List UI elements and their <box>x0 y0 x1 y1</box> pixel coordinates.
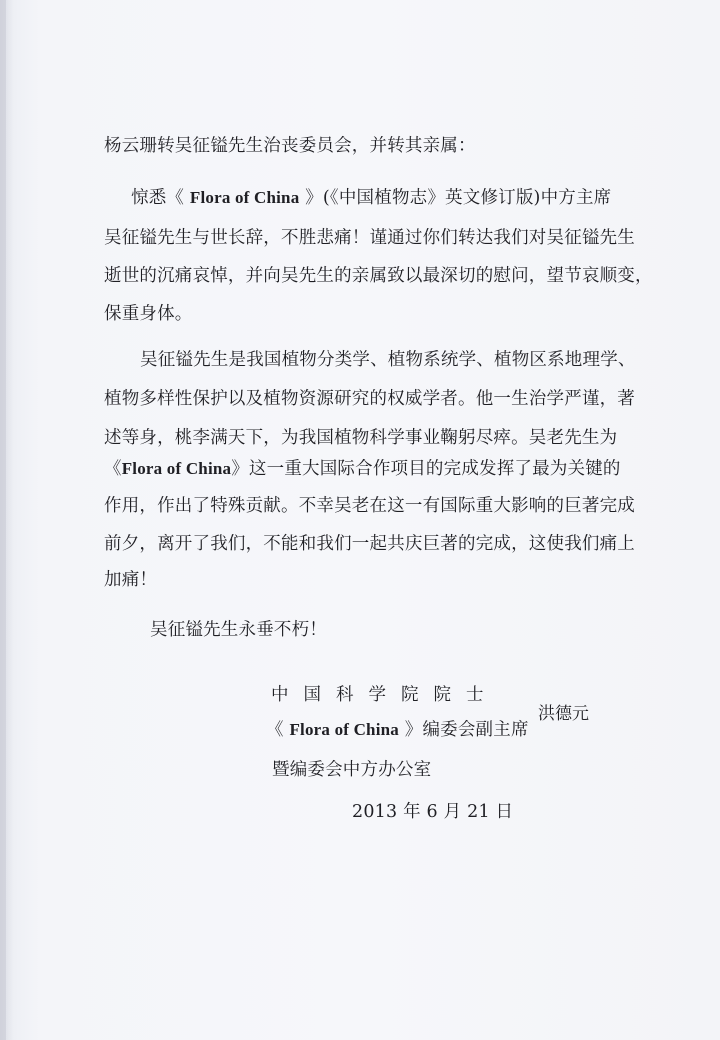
paragraph-2-line-3: 述等身，桃李满天下，为我国植物科学事业鞠躬尽瘁。吴老先生为 <box>104 428 618 448</box>
salutation: 杨云珊转吴征镒先生治丧委员会，并转其亲属： <box>104 136 476 156</box>
closing-tribute: 吴征镒先生永垂不朽！ <box>150 620 327 640</box>
paragraph-1-line-1-pre: 惊悉《 <box>131 188 190 208</box>
paragraph-2-line-4 <box>104 457 621 481</box>
paragraph-1-line-2: 吴征镒先生与世长辞，不胜悲痛！谨通过你们转达我们对吴征镒先生 <box>104 228 635 248</box>
paragraph-2-line-7: 加痛！ <box>104 570 158 590</box>
signatory-title-editor-post: 》编委会副主席 <box>399 720 529 740</box>
paragraph-2-line-4-post: 》这一重大国际合作项目的完成发挥了最为关键的 <box>231 459 621 479</box>
signatory-name: 洪德元 <box>538 704 589 724</box>
signatory-title-editor-pre: 《 <box>266 720 290 740</box>
paragraph-2-line-5: 作用，作出了特殊贡献。不幸吴老在这一有国际重大影响的巨著完成 <box>104 496 635 516</box>
paragraph-1-line-1-post: 》(《中国植物志》英文修订版)中方主席 <box>299 188 612 208</box>
paragraph-1-line-4: 保重身体。 <box>104 304 193 324</box>
letter-date: 2013 年 6 月 21 日 <box>352 802 514 822</box>
signatory-office: 暨编委会中方办公室 <box>272 760 432 780</box>
paragraph-1-line-1 <box>131 186 611 210</box>
paragraph-2-line-2: 植物多样性保护以及植物资源研究的权威学者。他一生治学严谨，著 <box>104 389 635 409</box>
paragraph-2-line-6: 前夕，离开了我们，不能和我们一起共庆巨著的完成，这使我们痛上 <box>104 534 635 554</box>
flora-of-china-signature: Flora of China <box>289 720 399 739</box>
paragraph-1-line-3: 逝世的沉痛哀悼，并向吴先生的亲属致以最深切的慰问，望节哀顺变， <box>104 266 653 286</box>
signatory-title-academician: 中国科学院院士 <box>271 685 499 705</box>
signatory-title-editor <box>266 718 529 742</box>
flora-of-china-title: Flora of China <box>189 188 300 207</box>
paragraph-2-line-1: 吴征镒先生是我国植物分类学、植物系统学、植物区系地理学、 <box>140 350 636 370</box>
paragraph-2-line-4-pre: 《 <box>104 459 122 479</box>
scan-edge <box>0 0 6 1040</box>
flora-of-china-inline: Flora of China <box>121 459 232 478</box>
